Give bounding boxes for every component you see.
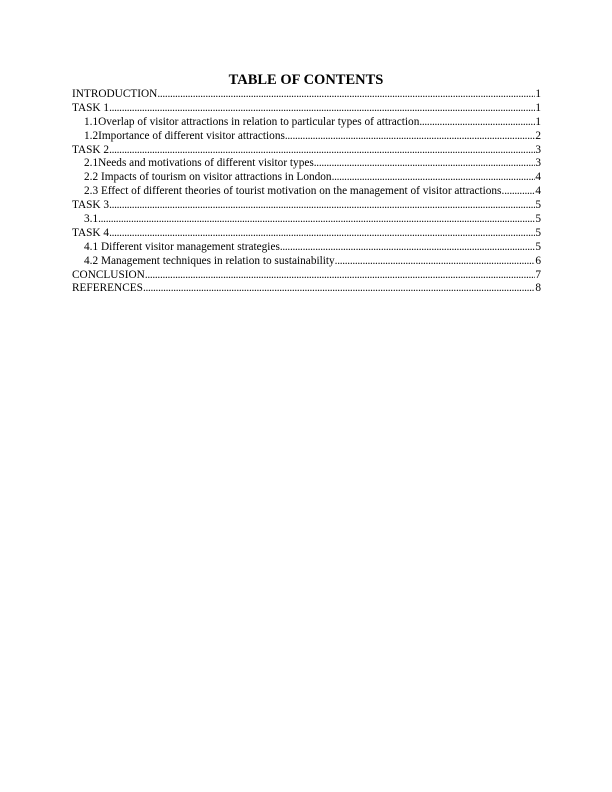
toc-entry-page-number: 1: [535, 115, 541, 128]
toc-entry-page-number: 5: [535, 240, 541, 253]
toc-entry[interactable]: [72, 213, 541, 227]
toc-entry[interactable]: [72, 185, 541, 199]
toc-dot-leader: [332, 171, 536, 185]
toc-entry-page-number: 4: [535, 171, 541, 184]
toc-entry[interactable]: [72, 171, 541, 185]
toc-entry[interactable]: [72, 227, 541, 241]
toc-entry-page-number: 6: [535, 254, 541, 267]
toc-entry-page-number: 1: [535, 101, 541, 114]
toc-entry-label: 1.1Overlap of visitor attractions in relation to particular types of attraction: [84, 115, 420, 128]
toc-entry-page-number: 5: [535, 213, 541, 226]
toc-entry[interactable]: [72, 116, 541, 130]
toc-entry-page-number: 3: [535, 143, 541, 156]
toc-entry-page-number: 8: [535, 282, 541, 295]
toc-entry[interactable]: [72, 241, 541, 255]
toc-entry-label: 2.3 Effect of different theories of tourist motivation on the management of visitor attractions.: [84, 185, 505, 198]
toc-entry-label: 2.1Needs and motivations of different visitor types: [84, 157, 314, 170]
toc-dot-leader: [109, 144, 535, 158]
toc-entry[interactable]: [72, 88, 541, 102]
toc-entry-label: 1.2Importance of different visitor attractions: [84, 129, 285, 142]
toc-dot-leader: [280, 241, 535, 255]
toc-dot-leader: [285, 130, 535, 144]
toc-entry-label: 4.1 Different visitor management strategies: [84, 240, 280, 253]
toc-dot-leader: [109, 199, 535, 213]
toc-dot-leader: [314, 157, 536, 171]
toc-entry-page-number: 1: [535, 88, 541, 100]
toc-entry-label: 2.2 Impacts of tourism on visitor attractions in London: [84, 171, 332, 184]
toc-entry-page-number: 3: [535, 157, 541, 170]
toc-entry[interactable]: [72, 269, 541, 283]
toc-entry-label: TASK 3: [72, 199, 110, 212]
toc-entry-label: REFERENCES: [72, 282, 143, 295]
toc-entry-label: TASK 4: [72, 226, 110, 239]
toc-entry-page-number: 5: [535, 226, 541, 239]
toc-entry-page-number: 5: [535, 199, 541, 212]
toc-dot-leader: [109, 102, 535, 116]
toc-entry-label: TASK 2: [72, 143, 110, 156]
toc-entry-page-number: 2: [535, 129, 541, 142]
toc-entry[interactable]: [72, 199, 541, 213]
toc-entry-page-number: 7: [535, 268, 541, 281]
toc-dot-leader: [419, 116, 535, 130]
toc-entry[interactable]: [72, 157, 541, 171]
toc-entry-label: CONCLUSION: [72, 268, 145, 281]
toc-entry[interactable]: [72, 130, 541, 144]
toc-dot-leader: [157, 88, 535, 102]
toc-entry-label: INTRODUCTION: [72, 88, 158, 100]
toc-dot-leader: [145, 269, 536, 283]
toc-dot-leader: [109, 227, 535, 241]
toc-entry-label: 4.2 Management techniques in relation to sustainability: [84, 254, 335, 267]
toc-entry[interactable]: [72, 102, 541, 116]
toc-entry[interactable]: [72, 144, 541, 158]
toc-entry-label: 3.1: [84, 213, 99, 226]
toc-dot-leader: [143, 282, 535, 296]
toc-dot-leader: [504, 185, 535, 199]
toc-dot-leader: [335, 255, 536, 269]
toc-list: [72, 88, 541, 296]
toc-entry[interactable]: [72, 282, 541, 296]
toc-entry-label: TASK 1: [72, 101, 110, 114]
toc-title: TABLE OF CONTENTS: [228, 72, 384, 88]
toc-entry-page-number: 4: [535, 185, 541, 198]
toc-entry[interactable]: [72, 255, 541, 269]
toc-dot-leader: [98, 213, 535, 227]
